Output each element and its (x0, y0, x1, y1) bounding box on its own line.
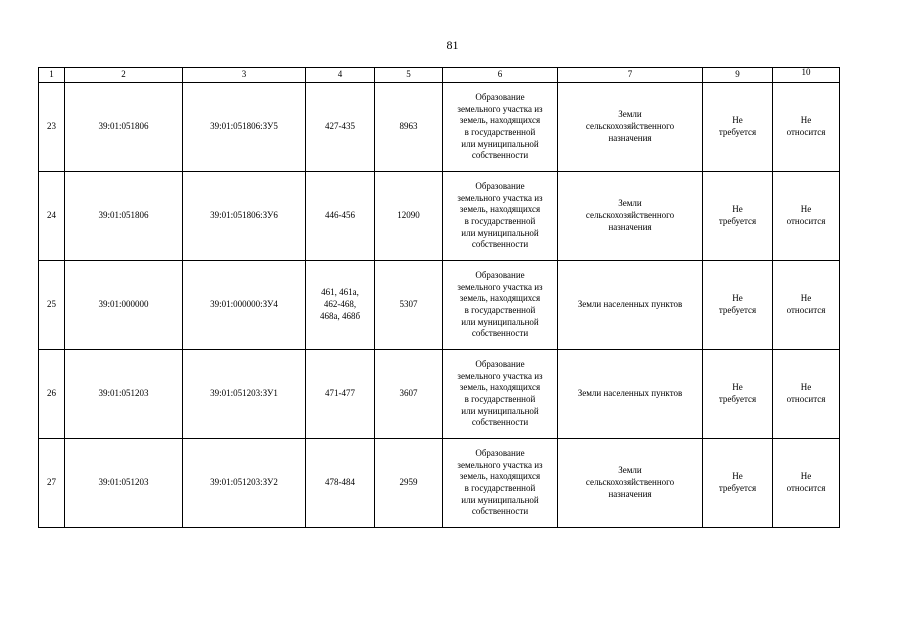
cadastral-block: 39:01:051203 (65, 350, 183, 439)
plot-area: 2959 (375, 439, 443, 528)
header-col-7: 7 (558, 68, 703, 83)
plot-designation: 39:01:000000:ЗУ4 (183, 261, 306, 350)
row-number: 25 (39, 261, 65, 350)
header-col-4: 4 (306, 68, 375, 83)
formation-method: Образование земельного участка из земель, находящихся в государственной или муниципальной собственности (443, 83, 558, 172)
col9-value: Не требуется (703, 83, 773, 172)
table-row (39, 439, 840, 528)
land-category: Земли сельскохозяйственного назначения (558, 172, 703, 261)
table-row (39, 172, 840, 261)
cadastral-block: 39:01:051806 (65, 172, 183, 261)
header-col-9: 9 (703, 68, 773, 83)
col9-value: Не требуется (703, 350, 773, 439)
page-number: 81 (446, 38, 459, 52)
cadastral-block: 39:01:000000 (65, 261, 183, 350)
col10-value: Не относится (773, 439, 840, 528)
boundary-points: 446-456 (306, 172, 375, 261)
table-header-row (39, 68, 840, 83)
table-row (39, 83, 840, 172)
col9-value: Не требуется (703, 439, 773, 528)
header-col-5: 5 (375, 68, 443, 83)
col10-value: Не относится (773, 83, 840, 172)
cadastral-block: 39:01:051203 (65, 439, 183, 528)
table-row (39, 350, 840, 439)
header-col-2: 2 (65, 68, 183, 83)
land-category: Земли населенных пунктов (558, 350, 703, 439)
boundary-points: 471-477 (306, 350, 375, 439)
header-col-6: 6 (443, 68, 558, 83)
formation-method: Образование земельного участка из земель, находящихся в государственной или муниципальной собственности (443, 172, 558, 261)
plot-designation: 39:01:051806:ЗУ6 (183, 172, 306, 261)
col10-value: Не относится (773, 350, 840, 439)
land-category: Земли сельскохозяйственного назначения (558, 439, 703, 528)
plot-area: 3607 (375, 350, 443, 439)
plot-area: 5307 (375, 261, 443, 350)
formation-method: Образование земельного участка из земель, находящихся в государственной или муниципальной собственности (443, 350, 558, 439)
land-plots-table (38, 67, 840, 528)
header-col-3: 3 (183, 68, 306, 83)
land-category: Земли сельскохозяйственного назначения (558, 83, 703, 172)
plot-designation: 39:01:051806:ЗУ5 (183, 83, 306, 172)
land-category: Земли населенных пунктов (558, 261, 703, 350)
boundary-points: 478-484 (306, 439, 375, 528)
row-number: 24 (39, 172, 65, 261)
col10-value: Не относится (773, 261, 840, 350)
formation-method: Образование земельного участка из земель, находящихся в государственной или муниципальной собственности (443, 261, 558, 350)
plot-designation: 39:01:051203:ЗУ1 (183, 350, 306, 439)
col9-value: Не требуется (703, 172, 773, 261)
cadastral-block: 39:01:051806 (65, 83, 183, 172)
header-col-1: 1 (39, 68, 65, 83)
formation-method: Образование земельного участка из земель, находящихся в государственной или муниципальной собственности (443, 439, 558, 528)
row-number: 27 (39, 439, 65, 528)
col10-value: Не относится (773, 172, 840, 261)
boundary-points: 427-435 (306, 83, 375, 172)
plot-designation: 39:01:051203:ЗУ2 (183, 439, 306, 528)
header-col-10: 10 (773, 68, 840, 83)
plot-area: 8963 (375, 83, 443, 172)
table-row (39, 261, 840, 350)
row-number: 26 (39, 350, 65, 439)
col9-value: Не требуется (703, 261, 773, 350)
row-number: 23 (39, 83, 65, 172)
plot-area: 12090 (375, 172, 443, 261)
boundary-points: 461, 461а, 462-468, 468а, 468б (306, 261, 375, 350)
